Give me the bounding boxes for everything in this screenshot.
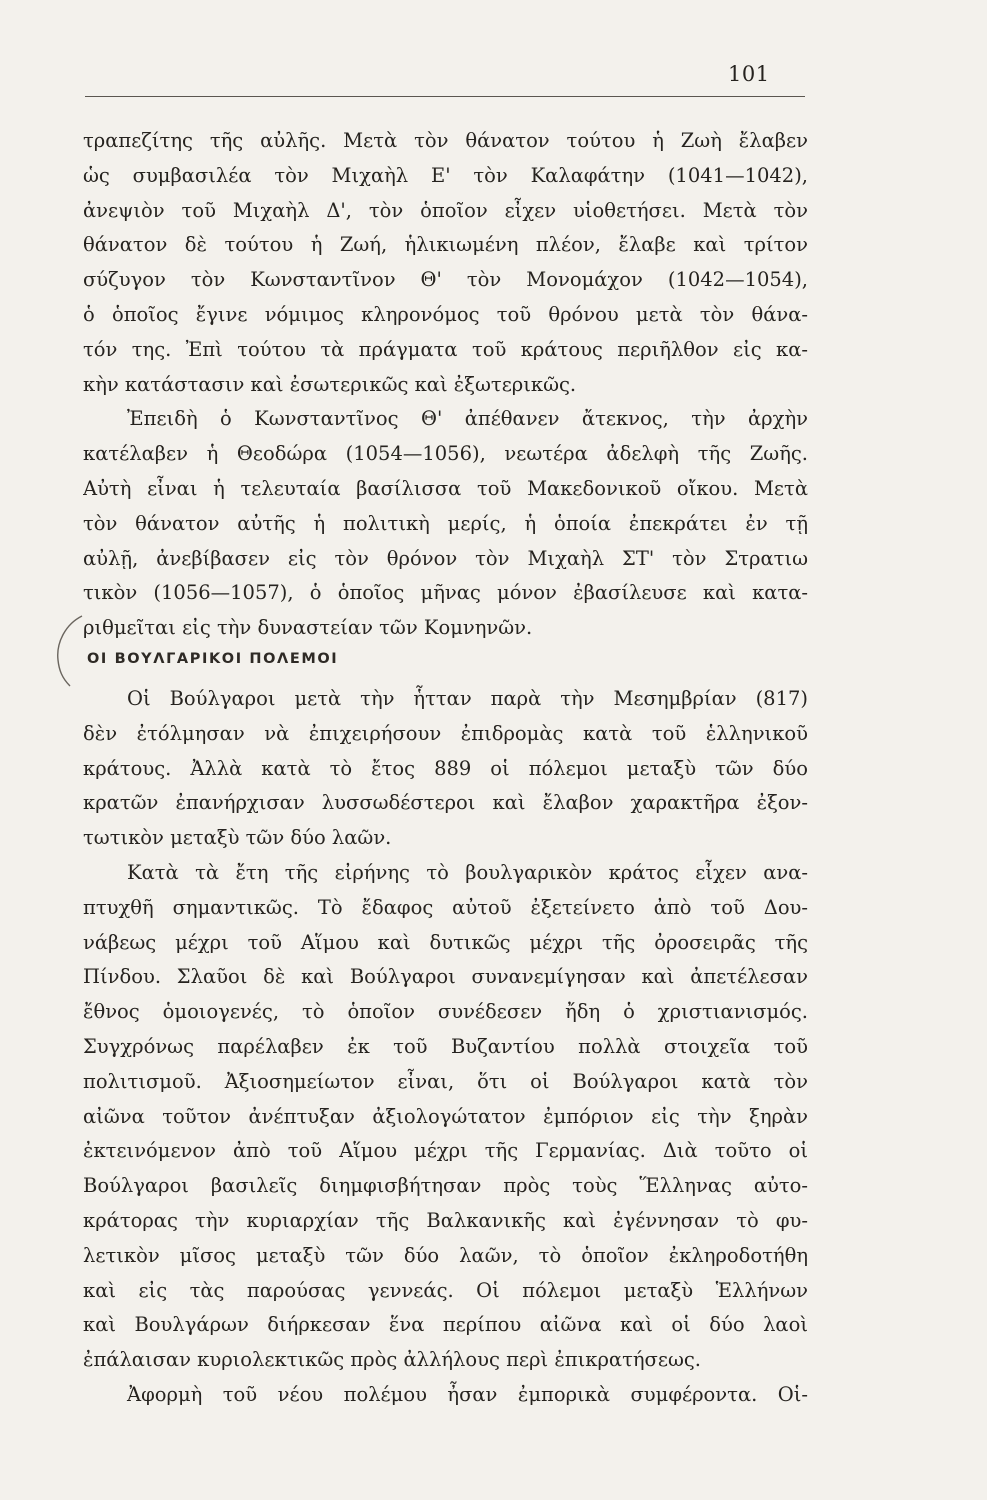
paragraph-2 — [83, 402, 808, 646]
paragraph-1 — [83, 124, 808, 402]
text-line: Αὐτὴ εἶναι ἡ τελευταία βασίλισσα τοῦ Μακεδονικοῦ οἴκου. Μετὰ — [83, 476, 808, 500]
text-line: Ἐπειδὴ ὁ Κωνσταντῖνος Θ' ἀπέθανεν ἄτεκνος, τὴν ἀρχὴν — [127, 407, 808, 431]
text-line: ἀνεψιὸν τοῦ Μιχαὴλ Δ', τὸν ὁποῖον εἶχεν υἱοθετήσει. Μετὰ τὸν — [83, 198, 808, 222]
text-line: Βούλγαροι βασιλεῖς διημφισβήτησαν πρὸς τοὺς Ἕλληνας αὐτο- — [83, 1174, 808, 1198]
text-line: αἰῶνα τοῦτον ἀνέπτυξαν ἀξιολογώτατον ἐμπόριον εἰς τὴν ξηρὰν — [83, 1104, 808, 1128]
text-line: νάβεως μέχρι τοῦ Αἵμου καὶ δυτικῶς μέχρι τῆς ὀροσειρᾶς τῆς — [83, 930, 808, 954]
text-line: τωτικὸν μεταξὺ τῶν δύο λαῶν. — [83, 826, 392, 850]
text-line: δὲν ἐτόλμησαν νὰ ἐπιχειρήσουν ἐπιδρομὰς κατὰ τοῦ ἑλληνικοῦ — [83, 721, 808, 745]
text-line: τικὸν (1056—1057), ὁ ὁποῖος μῆνας μόνον ἐβασίλευσε καὶ κατα- — [83, 581, 808, 605]
text-line: ἔθνος ὁμοιογενές, τὸ ὁποῖον συνέδεσεν ἤδη ὁ χριστιανισμός. — [83, 1000, 808, 1024]
text-line: κράτους. Ἀλλὰ κατὰ τὸ ἔτος 889 οἱ πόλεμοι μεταξὺ τῶν δύο — [83, 756, 808, 780]
section-heading: ΟΙ ΒΟΥΛΓΑΡΙΚΟΙ ΠΟΛΕΜΟΙ — [87, 650, 339, 667]
text-line: κρατῶν ἐπανήρχισαν λυσσωδέστεροι καὶ ἔλαβον χαρακτῆρα ἐξον- — [83, 791, 808, 815]
text-line: κράτορας τὴν κυριαρχίαν τῆς Βαλκανικῆς καὶ ἐγέννησαν τὸ φυ- — [83, 1208, 808, 1232]
paragraph-5 — [83, 1378, 808, 1413]
text-line: ἐπάλαισαν κυριολεκτικῶς πρὸς ἀλλήλους περὶ ἐπικρατήσεως. — [83, 1348, 701, 1372]
text-line: Κατὰ τὰ ἔτη τῆς εἰρήνης τὸ βουλγαρικὸν κράτος εἶχεν ανα- — [127, 860, 808, 884]
text-line: ὁ ὁποῖος ἔγινε νόμιμος κληρονόμος τοῦ θρόνου μετὰ τὸν θάνα- — [83, 302, 808, 326]
section-heading-row — [83, 646, 808, 682]
text-line: θάνατον δὲ τούτου ἡ Ζωή, ἡλικιωμένη πλέον, ἔλαβε καὶ τρίτον — [83, 233, 808, 257]
text-line: τὸν θάνατον αὐτῆς ἡ πολιτικὴ μερίς, ἡ ὁποία ἐπεκράτει ἐν τῇ — [83, 511, 808, 535]
page-body — [83, 124, 808, 1413]
text-line: Συγχρόνως παρέλαβεν ἐκ τοῦ Βυζαντίου πολλὰ στοιχεῖα τοῦ — [83, 1034, 808, 1058]
text-line: ριθμεῖται εἰς τὴν δυναστείαν τῶν Κομνηνῶν. — [83, 616, 533, 640]
text-line: πολιτισμοῦ. Ἀξιοσημείωτον εἶναι, ὅτι οἱ Βούλγαροι κατὰ τὸν — [83, 1069, 808, 1093]
paragraph-3 — [83, 682, 808, 856]
text-line: καὶ Βουλγάρων διήρκεσαν ἕνα περίπου αἰῶνα καὶ οἱ δύο λαοὶ — [83, 1313, 808, 1337]
paragraph-4 — [83, 856, 808, 1378]
text-line: σύζυγον τὸν Κωνσταντῖνον Θ' τὸν Μονομάχον (1042—1054), — [83, 268, 808, 292]
text-line: ἐκτεινόμενον ἀπὸ τοῦ Αἵμου μέχρι τῆς Γερμανίας. Διὰ τοῦτο οἱ — [83, 1139, 808, 1163]
text-line: λετικὸν μῖσος μεταξὺ τῶν δύο λαῶν, τὸ ὁποῖον ἐκληροδοτήθη — [83, 1243, 808, 1267]
text-line: Ἀφορμὴ τοῦ νέου πολέμου ἦσαν ἐμπορικὰ συμφέροντα. Οἱ- — [127, 1382, 808, 1406]
text-line: πτυχθῆ σημαντικῶς. Τὸ ἔδαφος αὐτοῦ ἐξετείνετο ἀπὸ τοῦ Δου- — [83, 895, 808, 919]
header-rule — [85, 96, 805, 97]
text-line: τραπεζίτης τῆς αὐλῆς. Μετὰ τὸν θάνατον τούτου ἡ Ζωὴ ἔλαβεν — [83, 129, 808, 152]
text-line: καὶ εἰς τὰς παρούσας γεννεάς. Οἱ πόλεμοι μεταξὺ Ἑλλήνων — [83, 1278, 808, 1302]
text-line: Οἱ Βούλγαροι μετὰ τὴν ἧτταν παρὰ τὴν Μεσημβρίαν (817) — [127, 686, 808, 710]
text-line: κὴν κατάστασιν καὶ ἐσωτερικῶς καὶ ἐξωτερικῶς. — [83, 372, 577, 396]
page-number: 101 — [728, 62, 770, 86]
text-line: αὐλῇ, ἀνεβίβασεν εἰς τὸν θρόνον τὸν Μιχαὴλ ΣΤ' τὸν Στρατιω — [83, 546, 808, 570]
text-line: ὡς συμβασιλέα τὸν Μιχαὴλ Ε' τὸν Καλαφάτην (1041—1042), — [83, 163, 808, 187]
text-line: Πίνδου. Σλαῦοι δὲ καὶ Βούλγαροι συνανεμίγησαν καὶ ἀπετέλεσαν — [83, 965, 808, 989]
text-line: τόν της. Ἐπὶ τούτου τὰ πράγματα τοῦ κράτους περιῆλθον εἰς κα- — [83, 337, 808, 361]
text-line: κατέλαβεν ἡ Θεοδώρα (1054—1056), νεωτέρα ἀδελφὴ τῆς Ζωῆς. — [83, 442, 808, 466]
